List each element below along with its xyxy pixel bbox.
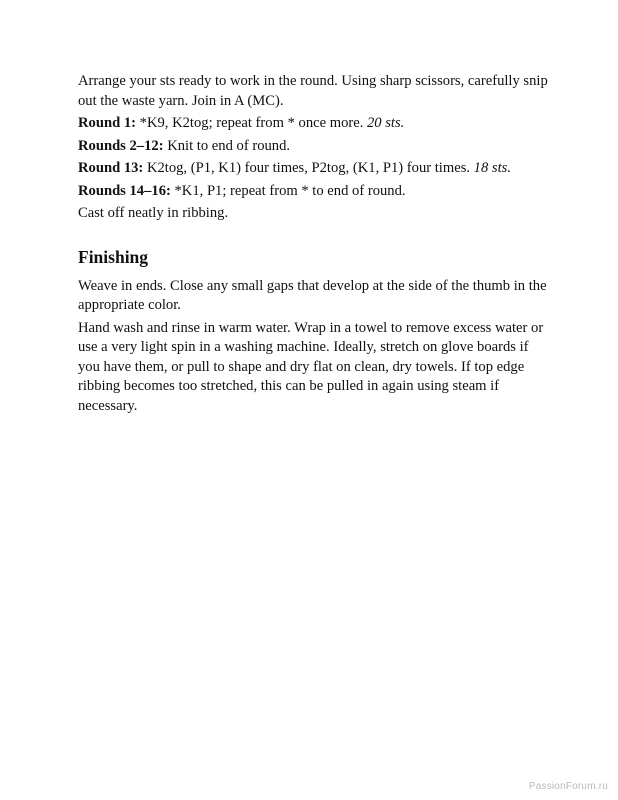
stitch-count: 20 sts. [367,115,405,131]
round-label: Round 1: [78,115,136,131]
round-label: Rounds 14–16: [78,182,171,199]
round-text: *K1, P1; repeat from * to end of round. [170,182,406,199]
rounds-2-12-instruction [78,137,548,157]
round-text: Knit to end of round. [163,137,291,154]
watermark: PassionForum.ru [528,781,608,792]
intro-paragraph: Arrange your sts ready to work in the round. Using sharp scissors, carefully snip out the waste yarn. Join in A (MC). [78,73,548,109]
round-label: Round 13: [78,160,144,176]
round-label: Rounds 2–12: [78,137,164,154]
finishing-paragraph-1: Weave in ends. Close any small gaps that develop at the side of the thumb in the appropriate color. [78,277,547,313]
round-text: *K9, K2tog; repeat from * once more. [136,115,367,131]
finishing-heading: Finishing [78,246,149,267]
round-1-instruction [78,114,548,134]
finishing-paragraph-2: Hand wash and rinse in warm water. Wrap in a towel to remove excess water or use a very light spin in a washing machine. Ideally, stretch on glove boards if you have them, or pull to shape and dry flat on clean, dry towels. If top edge ribbing becomes too stretched, this can be pulled in again using steam if necessary. [78,319,544,414]
round-13-instruction [78,159,548,179]
round-text: K2tog, (P1, K1) four times, P2tog, (K1, P1) four times. [143,160,474,176]
stitch-count: 18 sts. [473,160,511,176]
cast-off-paragraph: Cast off neatly in ribbing. [78,205,229,221]
rounds-14-16-instruction [78,182,548,202]
document-page [78,72,548,419]
